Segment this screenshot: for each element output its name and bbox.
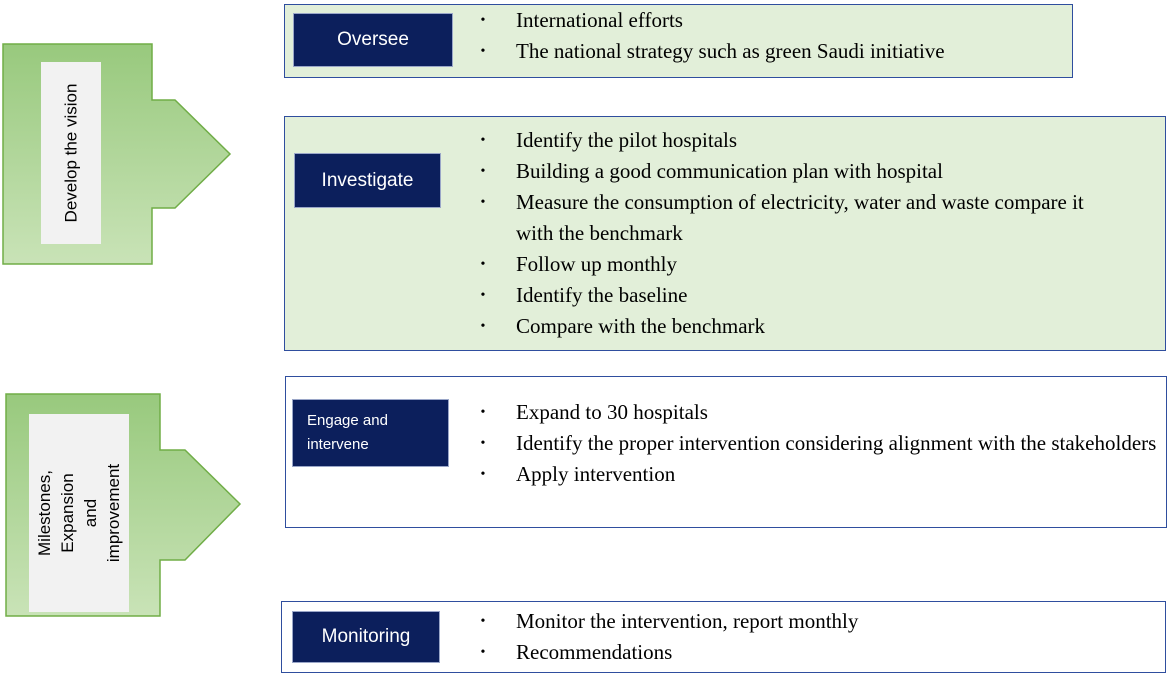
list-item: • Recommendations [478,637,858,668]
bullet-icon: • [480,405,486,420]
bullet-icon: • [480,436,486,451]
monitoring-list [478,606,858,668]
bullet-icon: • [480,288,486,303]
arrow-label-box [41,62,101,244]
bullet-icon: • [480,467,486,482]
bullet-icon: • [480,614,486,629]
bullet-icon: • [480,257,486,272]
list-item: • Identify the proper intervention considering alignment with the stakeholders [478,428,1158,459]
list-item: • Expand to 30 hospitals [478,397,1158,428]
list-item: • Building a good communication plan with hospital [478,156,1118,187]
panel-engage [285,376,1167,528]
list-item: • The national strategy such as green Saudi initiative [478,36,945,67]
bullet-icon: • [480,164,486,179]
list-item: • Follow up monthly [478,249,1118,280]
tag-engage-and-intervene: Engage and intervene [292,399,449,467]
list-item: • International efforts [478,5,945,36]
arrow-milestones [3,392,243,618]
arrow-develop-the-vision [0,42,234,266]
panel-investigate [284,116,1166,351]
panel-monitoring [281,601,1166,673]
oversee-list [478,5,945,67]
list-item: • Identify the pilot hospitals [478,125,1118,156]
bullet-icon: • [480,319,486,334]
arrow-label: Milestones, Expansion and improvement [35,463,123,563]
tag-investigate: Investigate [294,153,441,208]
list-item: • Monitor the intervention, report monthly [478,606,858,637]
bullet-icon: • [480,13,486,28]
engage-list [478,397,1158,490]
bullet-icon: • [480,195,486,210]
list-item: • Measure the consumption of electricity, water and waste compare it with the benchmark [478,187,1118,249]
arrow-label: Develop the vision [61,83,81,223]
bullet-icon: • [480,645,486,660]
arrow-shape [0,42,234,266]
list-item: • Apply intervention [478,459,1158,490]
tag-monitoring: Monitoring [292,611,440,663]
arrow-label-box [29,414,129,612]
list-item: • Identify the baseline [478,280,1118,311]
bullet-icon: • [480,133,486,148]
list-item: • Compare with the benchmark [478,311,1118,342]
panel-oversee [284,4,1073,78]
tag-oversee: Oversee [293,13,453,67]
investigate-list [478,125,1118,342]
bullet-icon: • [480,44,486,59]
